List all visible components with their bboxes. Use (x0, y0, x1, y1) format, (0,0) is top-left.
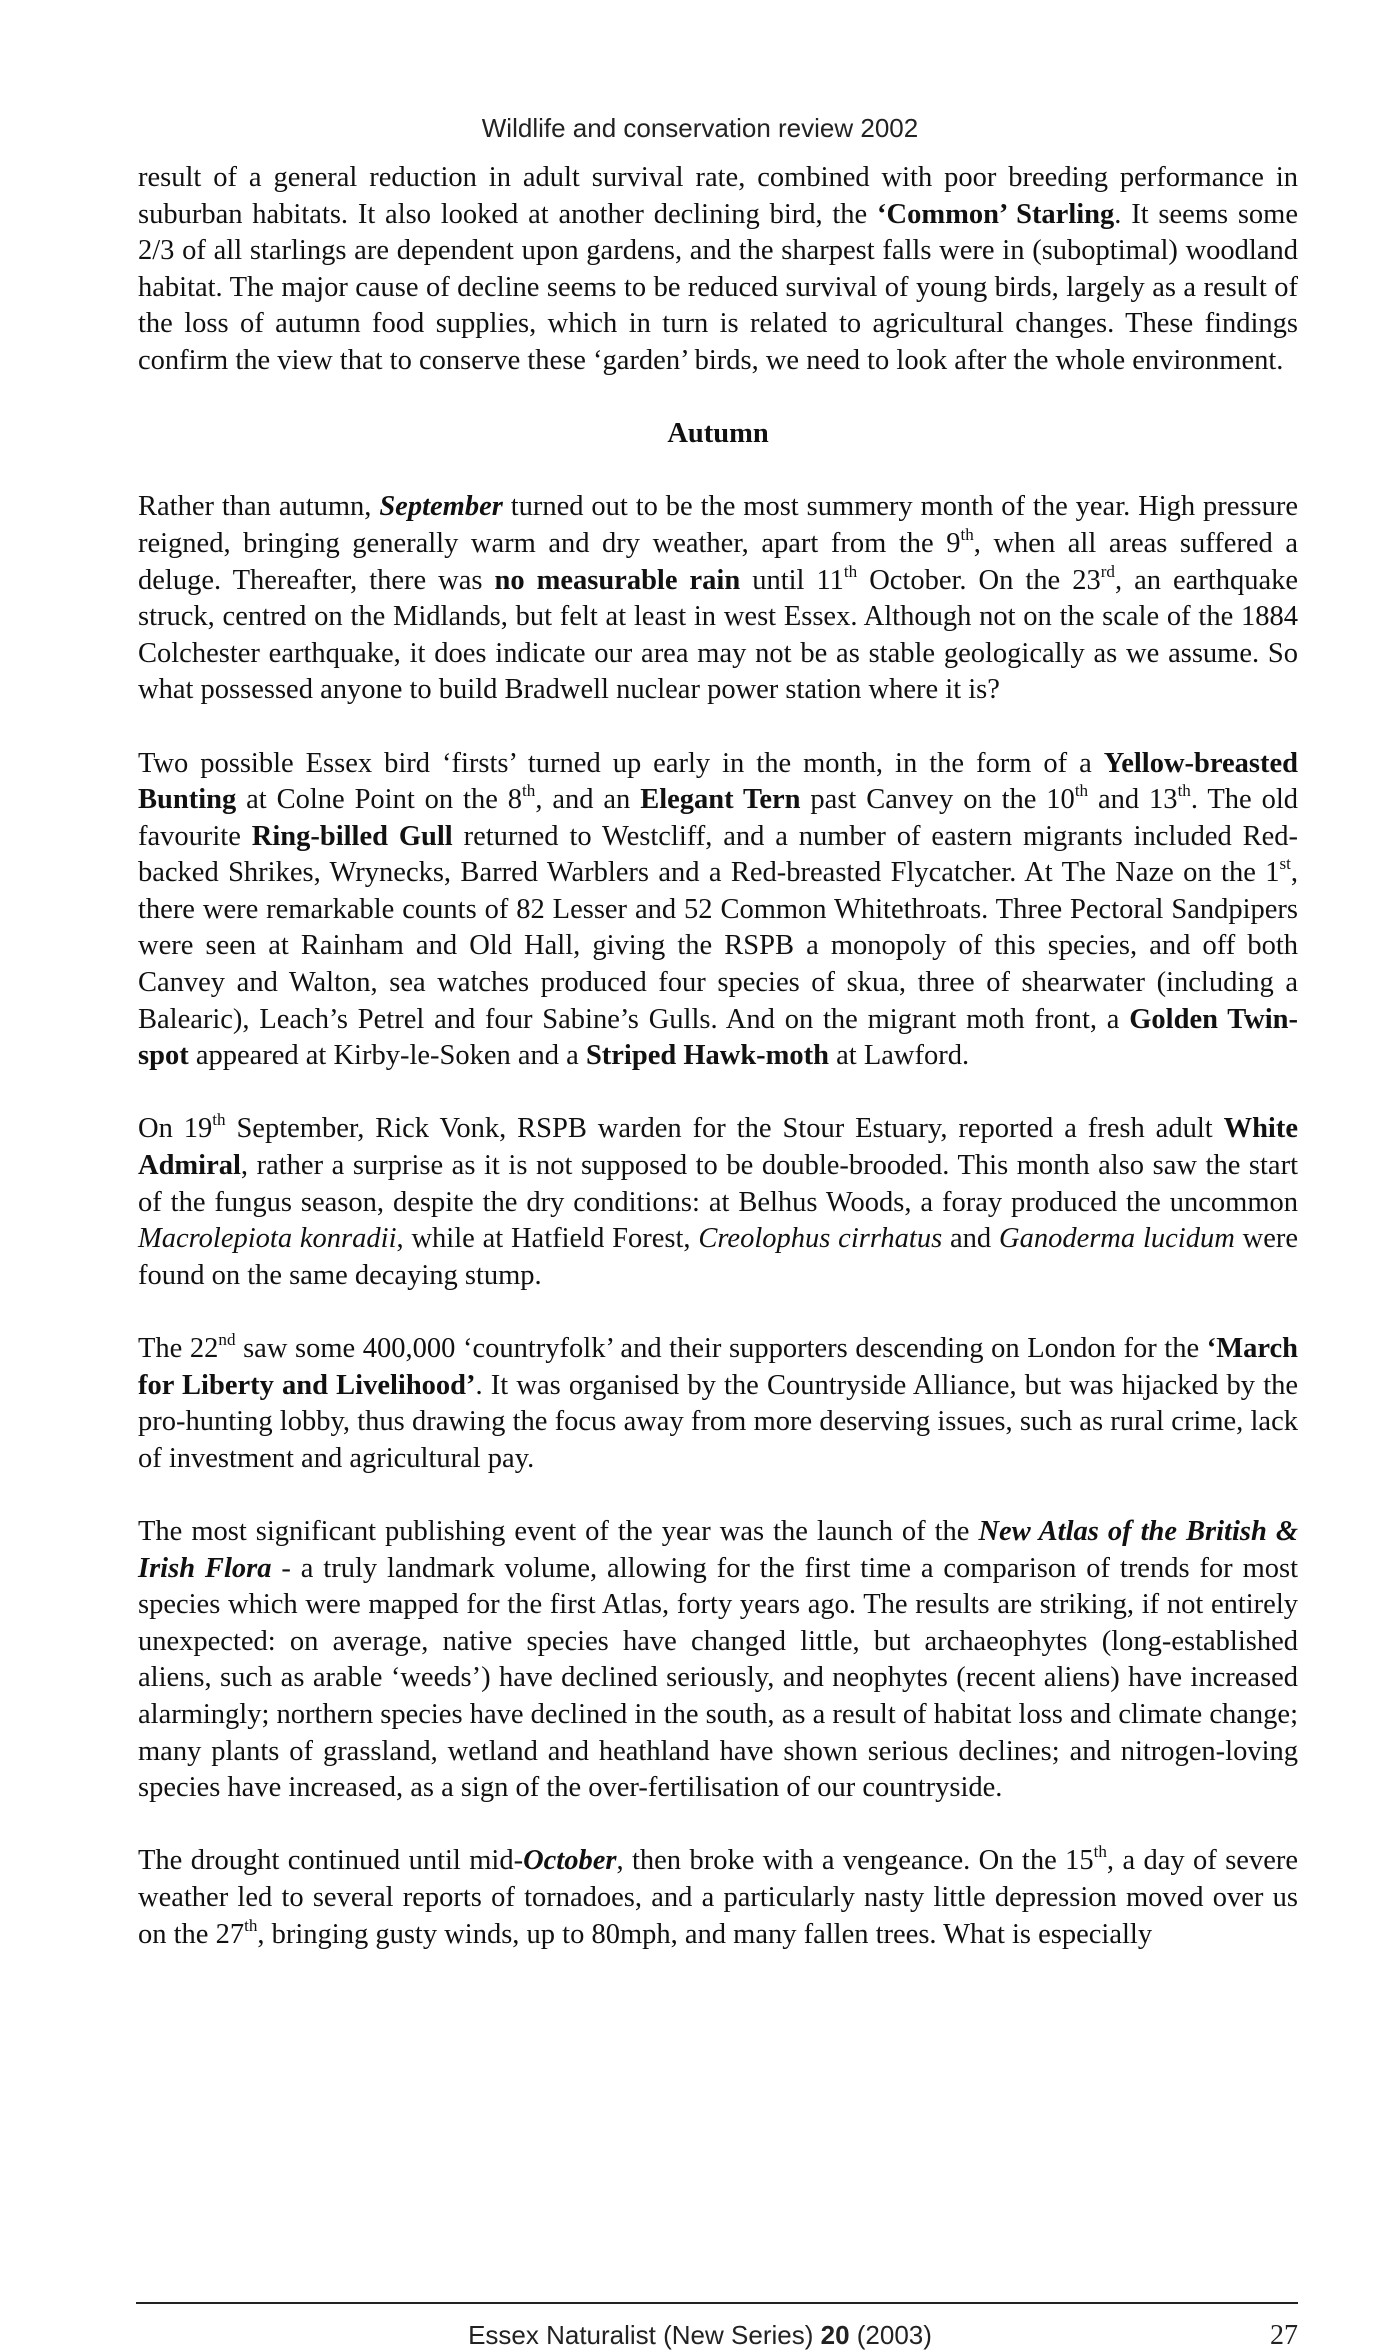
text-run: , rather a surprise as it is not supposed to be double-brooded. This month also saw the start of the fungus season, despite the dry conditions: at Belhus Woods, a foray produced the uncommon (138, 1150, 1298, 1218)
text-run: and (942, 1223, 999, 1255)
ordinal-suffix: th (522, 781, 536, 801)
section-heading-autumn: Autumn (667, 418, 769, 450)
species-name: ‘Common’ Starling (877, 198, 1115, 230)
text-run: , then broke with a vengeance. On the 15 (616, 1845, 1094, 1877)
ordinal-suffix: rd (1100, 561, 1115, 581)
text-run: result of a general reduction in adult survival rate, combined with poor breeding performance in suburban habitats. It also looked at another declining bird, the (138, 162, 1298, 230)
text-run: appeared at Kirby-le-Soken and a (188, 1040, 586, 1072)
text-run: at Colne Point on the 8 (236, 784, 523, 816)
ordinal-suffix: th (843, 561, 858, 581)
paragraph-october-drought (138, 1843, 1298, 1953)
ordinal-suffix: th (1177, 781, 1191, 801)
paragraph-white-admiral-fungi (138, 1111, 1298, 1294)
species-name: Ring-billed Gull (251, 820, 453, 852)
scientific-name: Macrolepiota konradii (138, 1223, 397, 1255)
text-run: , and an (535, 784, 641, 816)
text-run: Rather than autumn, (138, 491, 380, 523)
running-title: Wildlife and conservation review 2002 (481, 113, 919, 143)
species-name: Yellow-breasted Bunting (138, 747, 1298, 816)
journal-title: Essex Naturalist (New Series) (468, 2320, 821, 2350)
species-name: Golden Twin-spot (138, 1003, 1298, 1072)
text-run: On 19 (138, 1113, 213, 1145)
species-name: Elegant Tern (640, 784, 801, 816)
paragraph-bird-firsts (138, 746, 1298, 1075)
text-run: saw some 400,000 ‘countryfolk’ and their supporters descending on London for the (235, 1333, 1207, 1364)
text-run: , bringing gusty winds, up to 80mph, and many fallen trees. What is especially (257, 1918, 1153, 1950)
text-run: at Lawford. (829, 1040, 970, 1072)
text-run: . The old favourite (138, 784, 1298, 852)
ordinal-suffix: th (1074, 781, 1089, 801)
text-run: returned to Westcliff, and a number of eastern migrants included Red-backed Shrikes, Wrynecks, Barred Warblers and a Red-breasted Flycatcher. At The Naze on the 1 (138, 820, 1299, 889)
event-name: ‘March for Liberty and Livelihood’ (138, 1333, 1298, 1401)
text-run: turned out to be the most summery month of the year. High pressure reigned, bringing generally warm and dry weather, apart from the 9 (138, 491, 1298, 559)
publication-year: (2003) (849, 2320, 932, 2350)
volume-number: 20 (820, 2320, 850, 2350)
paragraph-flora-atlas (138, 1514, 1298, 1807)
text-run: October. On the 23 (857, 564, 1101, 596)
text-run: and 13 (1088, 784, 1178, 816)
text-run: The drought continued until mid- (138, 1845, 524, 1877)
species-name: White Admiral (138, 1113, 1298, 1182)
text-run: were found on the same decaying stump. (138, 1223, 1298, 1291)
scientific-name: Ganoderma lucidum (998, 1223, 1235, 1255)
text-run: , when all areas suffered a deluge. Thereafter, there was (138, 527, 1298, 596)
paragraph-september-weather (138, 489, 1298, 709)
text-run: Two possible Essex bird ‘firsts’ turned up early in the month, in the form of a (138, 747, 1104, 779)
text-run: , a day of severe weather led to several reports of tornadoes, and a particularly nasty little depression moved over us on the 27 (138, 1845, 1298, 1950)
page-number: 27 (1270, 2320, 1298, 2351)
article-body (138, 160, 1298, 1990)
text-run: , an earthquake struck, centred on the Midlands, but felt at least in west Essex. Although not on the scale of the 1884 Colchester earthquake, it does indicate our area may not be as stable geologically as we assume. So what possessed anyone to build Bradwell nuclear power station where it is? (138, 564, 1298, 706)
journal-citation (0, 2320, 1400, 2351)
text-run: until 11 (740, 564, 844, 596)
ordinal-suffix: th (960, 524, 974, 544)
paragraph-countryside-march (138, 1331, 1298, 1477)
text-run: . It was organised by the Countryside Alliance, but was hijacked by the pro-hunting lobby, thus drawing the focus away from more deserving issues, such as rural crime, lack of investment and agricultural pay. (138, 1369, 1299, 1474)
text-run: , there were remarkable counts of 82 Lesser and 52 Common Whitethroats. Three Pectoral Sandpipers were seen at Rainham and Old Hall, giving the RSPB a monopoly of this species, and off both Canvey and Walton, sea watches produced four species of skua, three of shearwater (including a Balearic), Leach’s Petrel and four Sabine’s Gulls. And on the migrant moth front, a (138, 857, 1298, 1035)
scientific-name: Creolophus cirrhatus (698, 1223, 943, 1255)
footer-rule (136, 2302, 1298, 2304)
text-run: , while at Hatfield Forest, (396, 1223, 699, 1255)
ordinal-suffix: th (1093, 1842, 1107, 1862)
ordinal-suffix: th (244, 1915, 258, 1935)
text-run: The 22 (138, 1333, 219, 1364)
ordinal-suffix: st (1279, 854, 1291, 874)
text-run: The most significant publishing event of the year was the launch of the (138, 1515, 979, 1547)
text-run: September, Rick Vonk, RSPB warden for the Stour Estuary, reported a fresh adult (225, 1113, 1224, 1145)
month-name: October (523, 1845, 617, 1877)
ordinal-suffix: th (212, 1110, 226, 1130)
ordinal-suffix: nd (218, 1330, 236, 1350)
emphasis: no measurable rain (494, 564, 741, 596)
text-run: - a truly landmark volume, allowing for the first time a comparison of trends for most species which were mapped for the first Atlas, forty years ago. The results are striking, if not entirely unexpected: on average, native species have changed little, but archaeophytes (long-established aliens, such as arable ‘weeds’) have declined seriously, and neophytes (recent aliens) have increased alarmingly; northern species have declined in the south, as a result of habitat loss and climate change; many plants of grassland, wetland and heathland have shown serious declines; and nitrogen-loving species have increased, as a sign of the over-fertilisation of our countryside. (138, 1552, 1298, 1804)
month-name: September (379, 491, 503, 523)
paragraph-starling (138, 160, 1298, 380)
text-run: . It seems some 2/3 of all starlings are dependent upon gardens, and the sharpest falls were in (suboptimal) woodland habitat. The major cause of decline seems to be reduced survival of young birds, largely as a result of the loss of autumn food supplies, which in turn is related to agricultural changes. These findings confirm the view that to conserve these ‘garden’ birds, we need to look after the whole environment. (138, 198, 1299, 376)
publication-title: New Atlas of the British & Irish Flora (138, 1515, 1298, 1584)
species-name: Striped Hawk-moth (585, 1040, 829, 1072)
text-run: past Canvey on the 10 (800, 784, 1075, 816)
